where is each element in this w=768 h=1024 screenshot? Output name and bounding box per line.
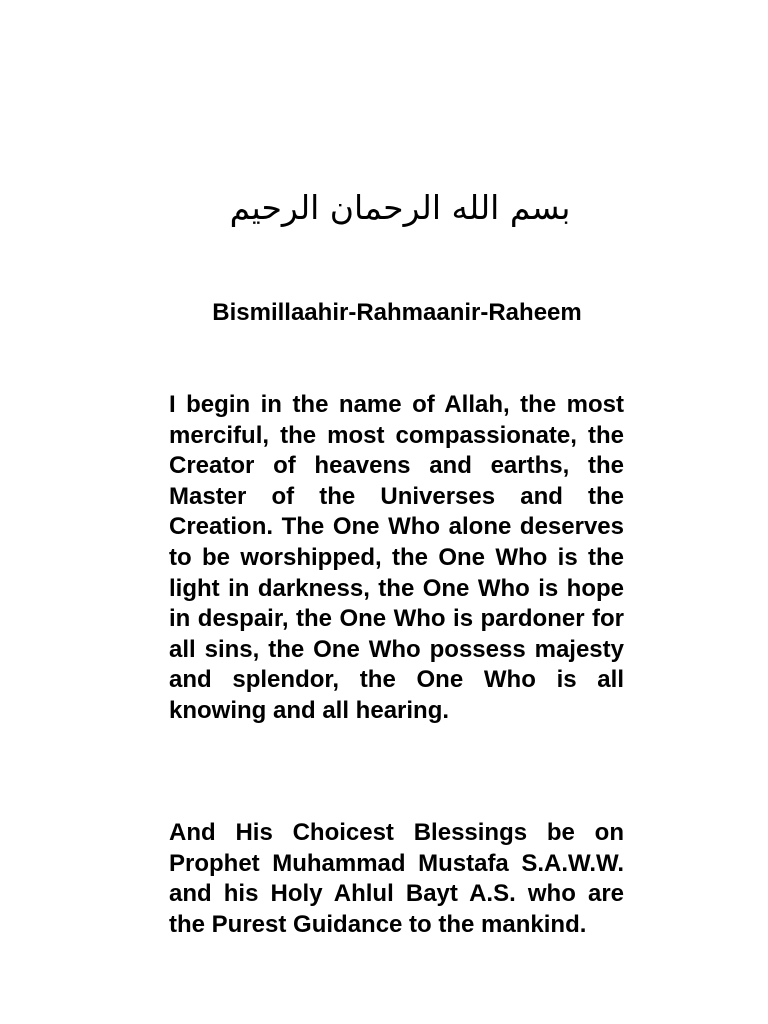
opening-paragraph: I begin in the name of Allah, the most merciful, the most compassionate, the Creator of heavens and earths, the Master of the Universes and the Creation. The One Who alone deserves to be worshipped, the One Who is the light in darkness, the One Who is hope in despair, the One Who is pardoner for all sins, the One Who possess majesty and splendor, the One Who is all knowing and all hearing.: [169, 391, 624, 724]
transliteration-heading: Bismillaahir-Rahmaanir-Raheem: [212, 299, 582, 326]
arabic-bismillah-heading: بسم الله الرحمان الرحيم: [229, 188, 571, 227]
blessings-paragraph: And His Choicest Blessings be on Prophet Muhammad Mustafa S.A.W.W. and his Holy Ahlul Bayt A.S. who are the Purest Guidance to the mankind.: [169, 819, 624, 938]
